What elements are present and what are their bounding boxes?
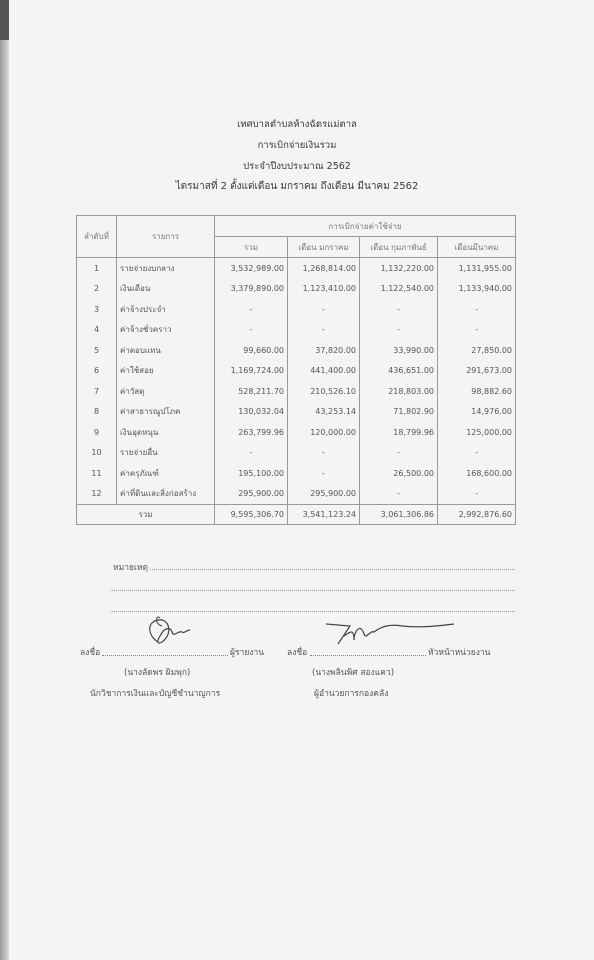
remarks-label: หมายเหตุ bbox=[113, 563, 148, 573]
left-signature-image bbox=[140, 612, 200, 654]
total-jan: 3,541,123.24 bbox=[288, 505, 360, 525]
col-header-feb: เดือน กุมภาพันธ์ bbox=[360, 237, 438, 258]
table-row bbox=[77, 443, 516, 464]
row-feb: 218,803.00 bbox=[360, 381, 438, 402]
row-jan: - bbox=[288, 463, 360, 484]
table-row bbox=[77, 279, 516, 300]
table-row bbox=[77, 484, 516, 505]
row-feb: 33,990.00 bbox=[360, 340, 438, 361]
row-jan: - bbox=[288, 443, 360, 464]
total-mar: 2,992,876.60 bbox=[438, 505, 516, 525]
row-jan: 295,900.00 bbox=[288, 484, 360, 505]
row-no: 6 bbox=[77, 361, 117, 382]
row-jan: 1,123,410.00 bbox=[288, 279, 360, 300]
row-mar: - bbox=[438, 443, 516, 464]
table-row bbox=[77, 463, 516, 484]
table-row bbox=[77, 340, 516, 361]
row-feb: 1,132,220.00 bbox=[360, 258, 438, 279]
row-mar: 291,673.00 bbox=[438, 361, 516, 382]
left-sign-role: ผู้รายงาน bbox=[230, 648, 265, 658]
table-row bbox=[77, 381, 516, 402]
row-mar: 27,850.00 bbox=[438, 340, 516, 361]
row-jan: - bbox=[288, 320, 360, 341]
fiscal-year: ประจำปีงบประมาณ 2562 bbox=[243, 161, 351, 172]
row-feb: - bbox=[360, 443, 438, 464]
row-mar: 1,133,940.00 bbox=[438, 279, 516, 300]
row-total: - bbox=[215, 443, 288, 464]
row-item: ค่าจ้างประจำ bbox=[117, 299, 215, 320]
table-header-row bbox=[77, 216, 516, 237]
row-item: เงินเดือน bbox=[117, 279, 215, 300]
table-row bbox=[77, 402, 516, 423]
table-row bbox=[77, 258, 516, 279]
row-jan: 43,253.14 bbox=[288, 402, 360, 423]
row-item: รายจ่ายอื่น bbox=[117, 443, 215, 464]
row-item: ค่าครุภัณฑ์ bbox=[117, 463, 215, 484]
row-no: 12 bbox=[77, 484, 117, 505]
row-total: 3,379,890.00 bbox=[215, 279, 288, 300]
total-sum: 9,595,306.70 bbox=[215, 505, 288, 525]
row-mar: 1,131,955.00 bbox=[438, 258, 516, 279]
row-mar: - bbox=[438, 299, 516, 320]
row-no: 7 bbox=[77, 381, 117, 402]
total-label: รวม bbox=[77, 505, 215, 525]
row-no: 2 bbox=[77, 279, 117, 300]
row-jan: 210,526.10 bbox=[288, 381, 360, 402]
row-jan: 1,268,814.00 bbox=[288, 258, 360, 279]
row-total: - bbox=[215, 299, 288, 320]
row-jan: 37,820.00 bbox=[288, 340, 360, 361]
table-total-row bbox=[77, 505, 516, 525]
row-mar: 98,882.60 bbox=[438, 381, 516, 402]
row-no: 11 bbox=[77, 463, 117, 484]
row-no: 9 bbox=[77, 422, 117, 443]
right-sign-name: (นางพลินพิศ สองแคว) bbox=[312, 668, 395, 678]
right-sign-line bbox=[310, 655, 426, 656]
row-no: 3 bbox=[77, 299, 117, 320]
total-feb: 3,061,306.86 bbox=[360, 505, 438, 525]
quarter-period: ไตรมาสที่ 2 ตั้งแต่เดือน มกราคม ถึงเดือน มีนาคม 2562 bbox=[175, 181, 419, 192]
row-mar: 168,600.00 bbox=[438, 463, 516, 484]
row-feb: - bbox=[360, 320, 438, 341]
row-mar: - bbox=[438, 484, 516, 505]
row-item: ค่าตอบแทน bbox=[117, 340, 215, 361]
scan-edge-mark bbox=[0, 0, 9, 40]
report-title: การเบิกจ่ายเงินรวม bbox=[257, 140, 337, 151]
left-sign-label: ลงชื่อ bbox=[80, 648, 101, 658]
org-name: เทศบาลตำบลห้างฉัตรแม่ตาล bbox=[237, 119, 357, 130]
col-header-item: รายการ bbox=[117, 216, 215, 258]
row-item: รายจ่ายงบกลาง bbox=[117, 258, 215, 279]
row-item: ค่าใช้สอย bbox=[117, 361, 215, 382]
col-header-jan: เดือน มกราคม bbox=[288, 237, 360, 258]
row-jan: 441,400.00 bbox=[288, 361, 360, 382]
expense-table bbox=[76, 215, 516, 525]
row-jan: - bbox=[288, 299, 360, 320]
right-sign-label: ลงชื่อ bbox=[287, 648, 308, 658]
row-item: ค่าจ้างชั่วคราว bbox=[117, 320, 215, 341]
row-total: 295,900.00 bbox=[215, 484, 288, 505]
col-header-group: การเบิกจ่ายค่าใช้จ่าย bbox=[215, 216, 516, 237]
table-row bbox=[77, 299, 516, 320]
left-sign-position: นักวิชาการเงินและบัญชีชำนาญการ bbox=[90, 689, 221, 699]
row-feb: 71,802.90 bbox=[360, 402, 438, 423]
row-total: - bbox=[215, 320, 288, 341]
row-mar: 125,000.00 bbox=[438, 422, 516, 443]
row-jan: 120,000.00 bbox=[288, 422, 360, 443]
row-feb: 1,122,540.00 bbox=[360, 279, 438, 300]
row-feb: 26,500.00 bbox=[360, 463, 438, 484]
right-sign-role: หัวหน้าหน่วยงาน bbox=[428, 648, 491, 658]
table-row bbox=[77, 361, 516, 382]
col-header-mar: เดือนมีนาคม bbox=[438, 237, 516, 258]
row-total: 263,799.96 bbox=[215, 422, 288, 443]
table-row bbox=[77, 320, 516, 341]
left-sign-name: (นางลัดพร ผิมพุก) bbox=[124, 668, 191, 678]
row-total: 130,032.04 bbox=[215, 402, 288, 423]
row-total: 195,100.00 bbox=[215, 463, 288, 484]
row-item: ค่าที่ดินและสิ่งก่อสร้าง bbox=[117, 484, 215, 505]
row-no: 8 bbox=[77, 402, 117, 423]
row-mar: - bbox=[438, 320, 516, 341]
row-total: 1,169,724.00 bbox=[215, 361, 288, 382]
row-no: 4 bbox=[77, 320, 117, 341]
row-feb: 436,651.00 bbox=[360, 361, 438, 382]
col-header-no: ลำดับที่ bbox=[77, 216, 117, 258]
row-no: 10 bbox=[77, 443, 117, 464]
row-item: เงินอุดหนุน bbox=[117, 422, 215, 443]
row-mar: 14,976.00 bbox=[438, 402, 516, 423]
row-feb: - bbox=[360, 299, 438, 320]
row-no: 5 bbox=[77, 340, 117, 361]
row-item: ค่าสาธารณูปโภค bbox=[117, 402, 215, 423]
row-total: 99,660.00 bbox=[215, 340, 288, 361]
row-total: 3,532,989.00 bbox=[215, 258, 288, 279]
left-sign-line bbox=[102, 655, 228, 656]
col-header-total: รวม bbox=[215, 237, 288, 258]
row-total: 528,211.70 bbox=[215, 381, 288, 402]
row-no: 1 bbox=[77, 258, 117, 279]
row-item: ค่าวัสดุ bbox=[117, 381, 215, 402]
row-feb: 18,799.96 bbox=[360, 422, 438, 443]
remarks-line-1 bbox=[150, 569, 515, 570]
row-feb: - bbox=[360, 484, 438, 505]
right-sign-position: ผู้อำนวยการกองคลัง bbox=[314, 689, 389, 699]
remarks-line-2 bbox=[110, 590, 515, 591]
table-row bbox=[77, 422, 516, 443]
